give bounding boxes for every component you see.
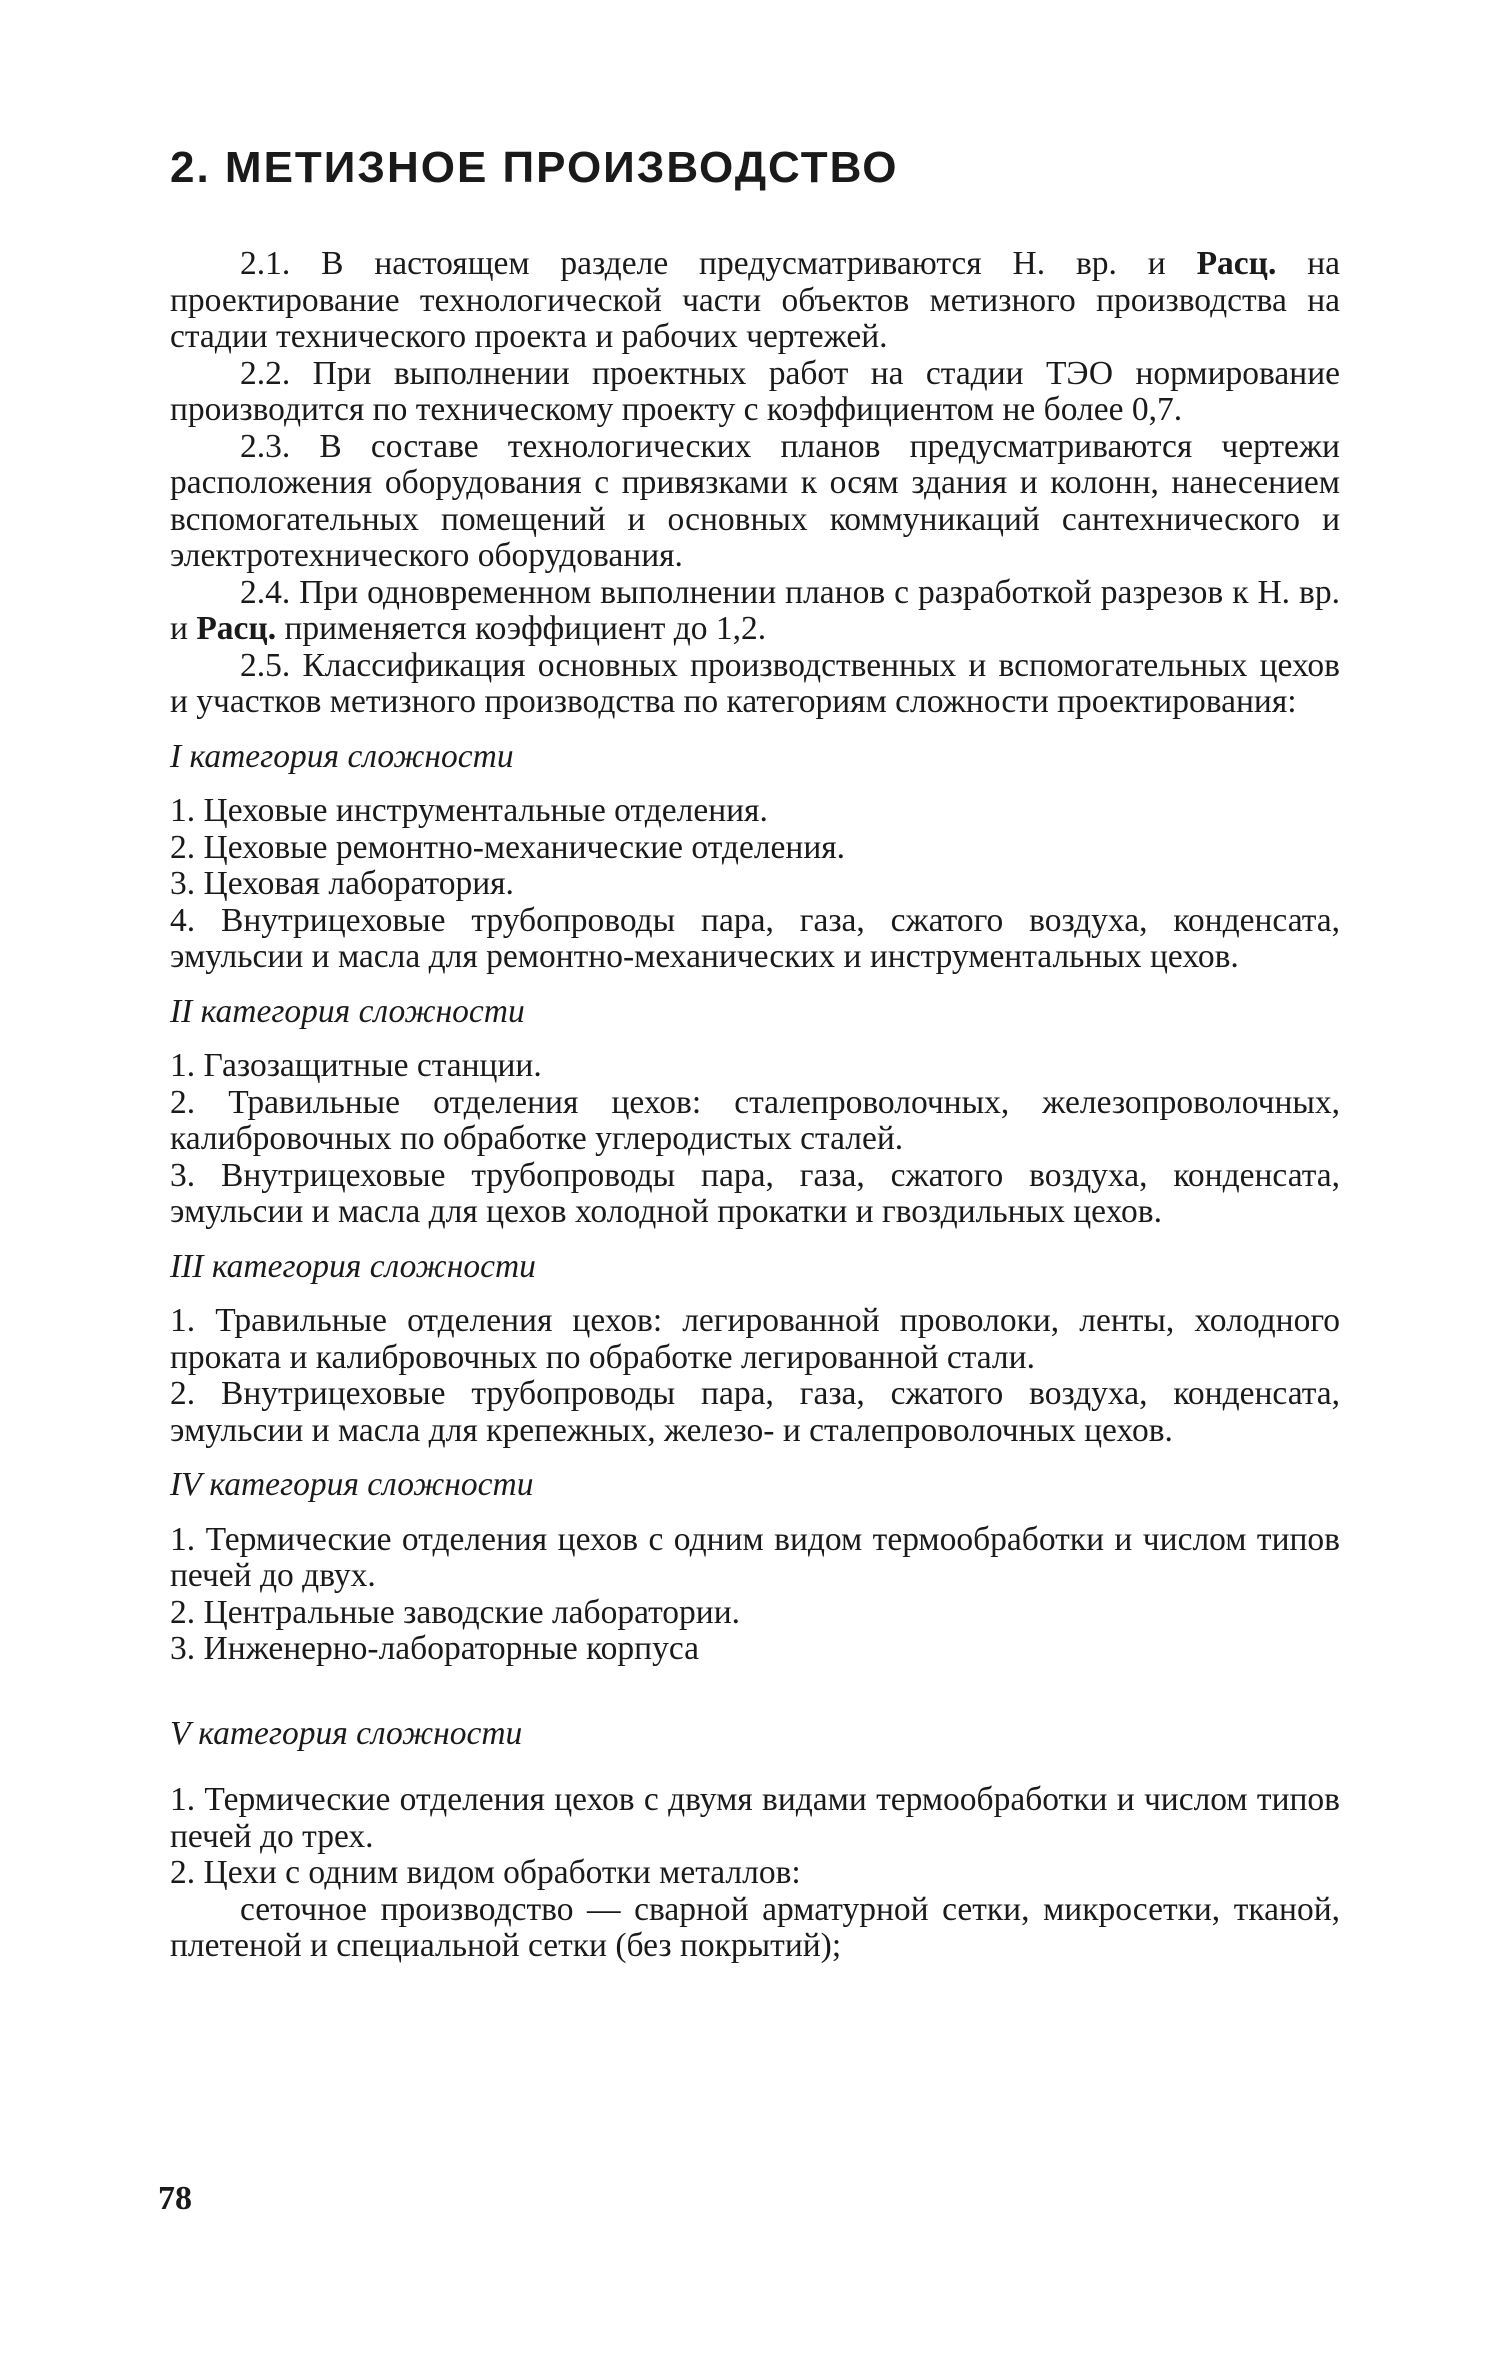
paragraph-text: 2.2. При выполнении проектных работ на стадии ТЭО нормирование производится по техническому проекту с коэффициентом не более 0,7. bbox=[170, 354, 1340, 428]
paragraph-text: 2.5. Классификация основных производственных и вспомогательных цехов и участков метизного производства по категориям сложности проектирования: bbox=[170, 646, 1340, 720]
paragraph-bold-term: Расц. bbox=[1196, 245, 1277, 282]
category-heading-2: II категория сложности bbox=[170, 992, 525, 1030]
list-item: 1. Цеховые инструментальные отделения. bbox=[170, 792, 768, 829]
list-item: 3. Цеховая лаборатория. bbox=[170, 865, 514, 902]
paragraph-text: применяется коэффициент до 1,2. bbox=[276, 610, 767, 647]
list-item: 2. Травильные отделения цехов: сталепроволочных, железопроволочных, калибровочных по обработке углеродистых сталей. bbox=[170, 1083, 1340, 1157]
paragraph-text: на проектирование технологической части объектов метизного производства на стадии технического проекта и рабочих чертежей. bbox=[170, 245, 1341, 355]
list-item: 1. Термические отделения цехов с одним видом термообработки и числом типов печей до двух. bbox=[170, 1520, 1340, 1594]
page-body bbox=[170, 140, 1340, 2260]
list-item: 2. Цеховые ремонтно-механические отделения. bbox=[170, 828, 846, 866]
list-item: 2. Внутрицеховые трубопроводы пара, газа, сжатого воздуха, конденсата, эмульсии и масла для крепежных, железо- и сталепроволочных цехов. bbox=[170, 1375, 1340, 1449]
paragraph-2-5 bbox=[170, 648, 1340, 721]
list-item: 1. Газозащитные станции. bbox=[170, 1047, 542, 1084]
page-number: 78 bbox=[158, 2180, 192, 2217]
paragraph-text: 2.3. В составе технологических планов предусматриваются чертежи расположения оборудования с привязками к осям здания и колонн, нанесением вспомогательных помещений и основных коммуникаций сантехнического и электротехнического оборудования. bbox=[170, 427, 1340, 574]
category-heading-3: III категория сложности bbox=[170, 1247, 536, 1285]
list-item: 2. Цехи с одним видом обработки металлов: bbox=[170, 1854, 801, 1891]
list-subitem: сеточное производство — сварной арматурной сетки, микросетки, тканой, плетеной и специальной сетки (без покрытий); bbox=[170, 1890, 1340, 1964]
spacer bbox=[170, 1668, 1340, 1698]
list-item: 4. Внутрицеховые трубопроводы пара, газа, сжатого воздуха, конденсата, эмульсии и масла для ремонтно-механических и инструментальных цехов. bbox=[170, 901, 1340, 975]
list-item: 1. Термические отделения цехов с двумя видами термообработки и числом типов печей до трех. bbox=[170, 1781, 1340, 1855]
category-heading-5: V категория сложности bbox=[170, 1714, 523, 1752]
paragraph-2-2 bbox=[170, 356, 1340, 429]
category-heading-4: IV категория сложности bbox=[170, 1466, 534, 1503]
category-heading-1: I категория сложности bbox=[170, 737, 514, 775]
paragraph-2-1 bbox=[170, 246, 1340, 356]
list-item: 2. Центральные заводские лаборатории. bbox=[170, 1593, 741, 1631]
paragraph-bold-term: Расц. bbox=[196, 610, 277, 647]
list-item: 3. Инженерно-лабораторные корпуса bbox=[170, 1630, 699, 1667]
list-item: 3. Внутрицеховые трубопроводы пара, газа, сжатого воздуха, конденсата, эмульсии и масла для цехов холодной прокатки и гвоздильных цехов. bbox=[170, 1156, 1340, 1230]
paragraph-text: 2.1. В настоящем разделе предусматриваются Н. вр. и bbox=[240, 245, 1197, 282]
paragraph-2-4 bbox=[170, 575, 1340, 648]
paragraph-text: 2.4. При одновременном выполнении планов с разработкой разрезов к Н. вр. и bbox=[170, 573, 1340, 647]
paragraph-2-3 bbox=[170, 429, 1340, 575]
list-item: 1. Травильные отделения цехов: легированной проволоки, ленты, холодного проката и калибровочных по обработке легированной стали. bbox=[170, 1302, 1340, 1376]
section-heading: 2. МЕТИЗНОЕ ПРОИЗВОДСТВО bbox=[170, 143, 899, 192]
